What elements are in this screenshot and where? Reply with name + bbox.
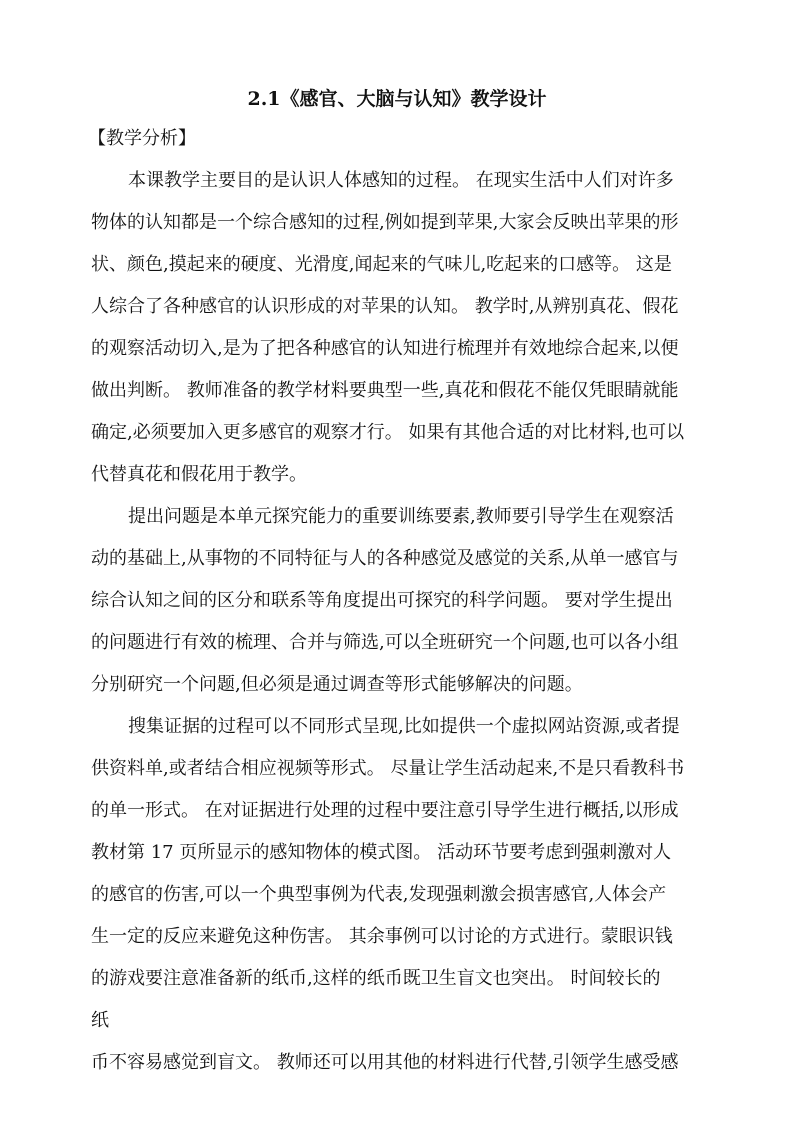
paragraph-1-line-2: 物体的认知都是一个综合感知的过程,例如提到苹果,大家会反映出苹果的形 <box>91 212 679 233</box>
paragraph-2-line-1: 提出问题是本单元探究能力的重要训练要素,教师要引导学生在观察活 <box>128 506 674 527</box>
paragraph-3-line-2: 供资料单,或者结合相应视频等形式。 尽量让学生活动起来,不是只看教科书 <box>91 758 685 779</box>
paragraph-3-line-7: 的游戏要注意准备新的纸币,这样的纸币既卫生盲文也突出。 时间较长的 <box>91 968 661 989</box>
paragraph-2-line-4: 的问题进行有效的梳理、合并与筛选,可以全班研究一个问题,也可以各小组 <box>91 632 679 653</box>
document-title: 2.1《感官、大脑与认知》教学设计 <box>247 88 547 110</box>
paragraph-3-line-9: 币不容易感觉到盲文。 教师还可以用其他的材料进行代替,引领学生感受感 <box>91 1052 679 1073</box>
paragraph-3-line-8: 纸 <box>91 1010 109 1031</box>
paragraph-3-line-4: 教材第 17 页所显示的感知物体的模式图。 活动环节要考虑到强刺激对人 <box>91 842 672 863</box>
paragraph-1-line-6: 做出判断。 教师准备的教学材料要典型一些,真花和假花不能仅凭眼睛就能 <box>91 380 679 401</box>
paragraph-3-line-3: 的单一形式。 在对证据进行处理的过程中要注意引导学生进行概括,以形成 <box>91 800 679 821</box>
paragraph-1-line-4: 人综合了各种感官的认识形成的对苹果的认知。 教学时,从辨别真花、假花 <box>91 296 679 317</box>
paragraph-2-line-3: 综合认知之间的区分和联系等角度提出可探究的科学问题。 要对学生提出 <box>91 590 673 611</box>
paragraph-3-line-1: 搜集证据的过程可以不同形式呈现,比如提供一个虚拟网站资源,或者提 <box>128 716 680 737</box>
paragraph-1-line-8: 代替真花和假花用于教学。 <box>91 464 307 485</box>
paragraph-1-line-3: 状、颜色,摸起来的硬度、光滑度,闻起来的气味儿,吃起来的口感等。 这是 <box>91 254 672 275</box>
section-heading-teaching-analysis: 【教学分析】 <box>88 128 196 149</box>
paragraph-3-line-5: 的感官的伤害,可以一个典型事例为代表,发现强刺激会损害感官,人体会产 <box>91 884 667 905</box>
paragraph-2-line-5: 分别研究一个问题,但必须是通过调查等形式能够解决的问题。 <box>91 674 583 695</box>
paragraph-1-line-1: 本课教学主要目的是认识人体感知的过程。 在现实生活中人们对许多 <box>128 170 674 191</box>
paragraph-2-line-2: 动的基础上,从事物的不同特征与人的各种感觉及感觉的关系,从单一感官与 <box>91 548 679 569</box>
paragraph-1-line-7: 确定,必须要加入更多感官的观察才行。 如果有其他合适的对比材料,也可以 <box>91 422 685 443</box>
paragraph-3-line-6: 生一定的反应来避免这种伤害。 其余事例可以讨论的方式进行。蒙眼识钱 <box>91 926 673 947</box>
paragraph-1-line-5: 的观察活动切入,是为了把各种感官的认知进行梳理并有效地综合起来,以便 <box>91 338 679 359</box>
